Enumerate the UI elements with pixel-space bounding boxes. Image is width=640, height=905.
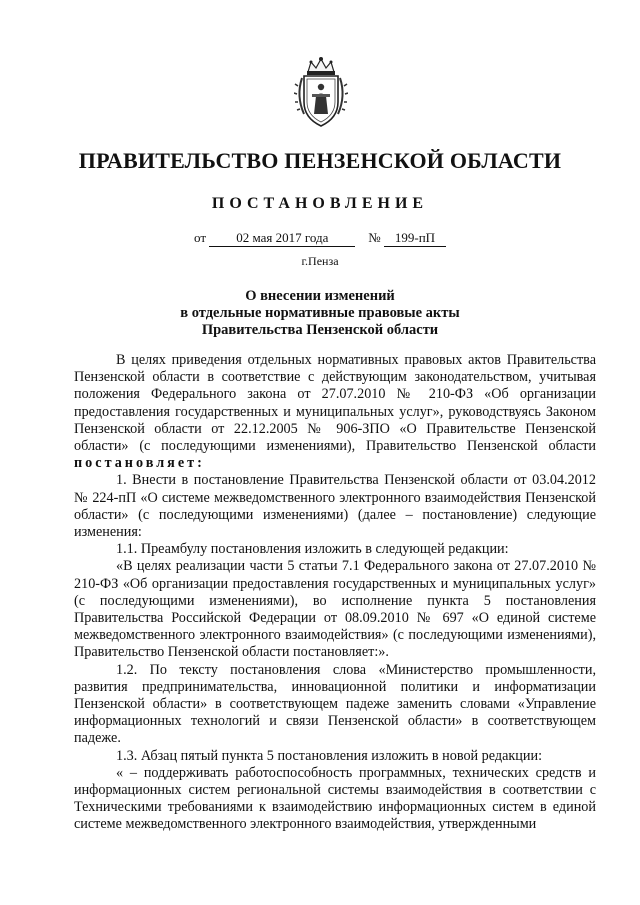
document-date: 02 мая 2017 года: [209, 230, 355, 247]
body-paragraph: 1. Внести в постановление Правительства Пензенской области от 03.04.2012 № 224-пП «О системе межведомственного электронного взаимодействия Пензенской области» (с последующими изменениями) (далее – постановление) следующие изменения:: [74, 472, 596, 541]
document-type-title: ПОСТАНОВЛЕНИЕ: [211, 195, 429, 212]
date-prefix: от: [194, 230, 207, 245]
preamble-text: В целях приведения отдельных нормативных правовых актов Правительства Пензенской области в соответствие с действующим законодательством, учитывая положения Федерального закона от 27.07.2010 № 210-ФЗ «Об организации предоставления государственных и муниципальных услуг», руководствуясь Законом Пензенской области от 22.12.2005 № 906-ЗПО «О Правительстве Пензенской области» (с последующими изменениями), Правительство Пензенской области: [74, 352, 596, 455]
preamble-paragraph: [74, 352, 596, 472]
document-subject: [0, 288, 640, 339]
subject-line: Правительства Пензенской области: [201, 322, 439, 338]
document-body: [74, 352, 596, 834]
subject-line: О внесении изменений: [245, 288, 395, 304]
document-number: 199-пП: [384, 230, 446, 247]
decree-word: постановляет:: [74, 455, 205, 472]
subject-line: в отдельные нормативные правовые акты: [180, 305, 460, 321]
body-paragraph: 1.3. Абзац пятый пункта 5 постановления изложить в новой редакции:: [116, 747, 543, 764]
city-name: г.Пенза: [301, 254, 339, 268]
body-paragraph: 1.1. Преамбулу постановления изложить в следующей редакции:: [116, 541, 509, 558]
number-prefix: №: [368, 230, 381, 245]
coat-of-arms-emblem: [294, 56, 348, 128]
body-paragraph: « – поддерживать работоспособность программных, технических средств и информационных систем региональной системы взаимодействия в соответствии с Техническими требованиями к взаимодействию информационных систем в единой системе межведомственного электронного взаимодействия, утвержденными: [74, 764, 596, 833]
body-paragraph: «В целях реализации части 5 статьи 7.1 Федерального закона от 27.07.2010 № 210-ФЗ «Об организации предоставления государственных и муниципальных услуг» (с последующими изменениями), во исполнение пункта 5 постановления Правительства Российской Федерации от 08.09.2010 № 697 «О единой системе межведомственного электронного взаимодействия» (с последующими изменениями), Правительство Пензенской области постановляет:».: [74, 558, 596, 661]
date-number-line: [0, 230, 640, 247]
organization-title: ПРАВИТЕЛЬСТВО ПЕНЗЕНСКОЙ ОБЛАСТИ: [78, 148, 562, 173]
body-paragraph: 1.2. По тексту постановления слова «Министерство промышленности, развития предпринимательства, инновационной политики и информатизации Пензенской области» в соответствующем падеже заменить словами «Управление информационных технологий и связи Пензенской области» в соответствующем падеже.: [74, 661, 596, 747]
